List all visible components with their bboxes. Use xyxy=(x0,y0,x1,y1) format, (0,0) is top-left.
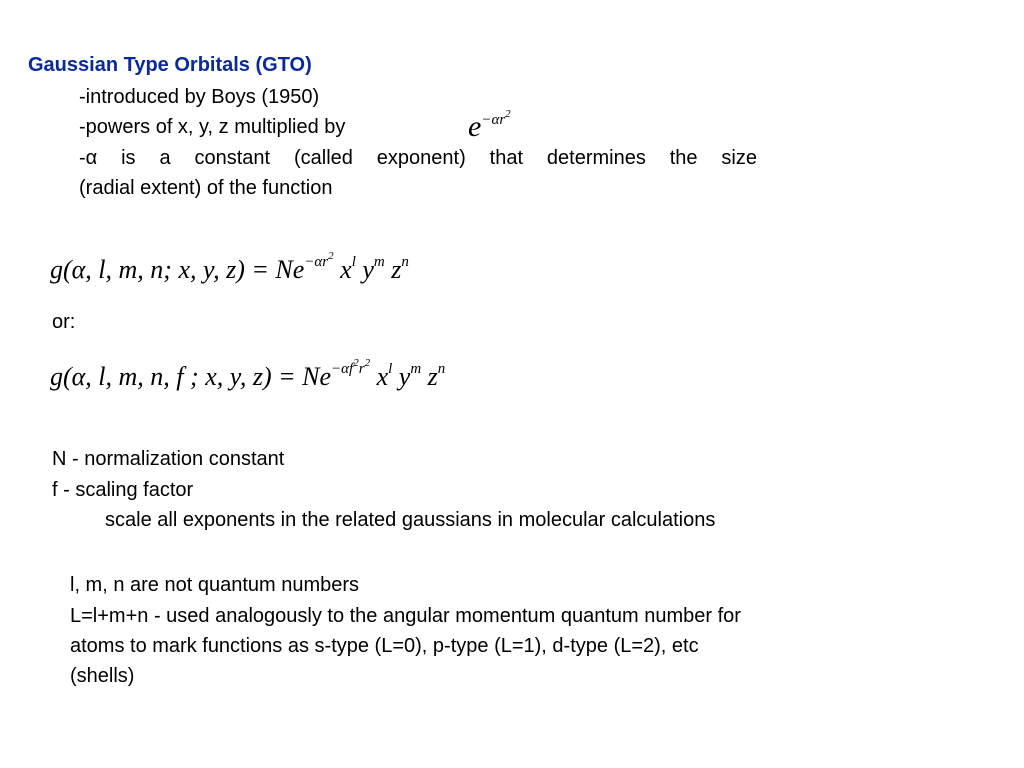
exp-power: 2 xyxy=(505,108,511,120)
formula-2-exp-b: r xyxy=(358,361,365,377)
formula-2-lhs: g(α, l, m, n, f ; x, y, z) = Ne xyxy=(50,362,332,391)
formula-2-y: y xyxy=(398,362,411,391)
formula-2-x-pow: l xyxy=(388,361,393,377)
formula-2-x: x xyxy=(376,362,389,391)
bullet-alpha: -α is a constant (called exponent) that determines the size xyxy=(79,147,757,169)
formula-1 xyxy=(50,250,409,285)
bullet-boys: -introduced by Boys (1950) xyxy=(79,86,320,108)
formula-2-y-pow: m xyxy=(410,361,422,377)
note-angular-momentum: L=l+m+n - used analogously to the angular momentum quantum number for xyxy=(70,605,741,627)
definition-scaling-factor: f - scaling factor xyxy=(52,479,194,501)
formula-1-x: x xyxy=(340,255,352,284)
formula-2-z-pow: n xyxy=(437,361,446,377)
formula-1-lhs: g(α, l, m, n; x, y, z) = Ne xyxy=(50,255,305,284)
formula-1-z: z xyxy=(391,255,402,284)
formula-1-y: y xyxy=(362,255,374,284)
bullet-radial-extent: (radial extent) of the function xyxy=(79,177,333,199)
formula-1-z-pow: n xyxy=(401,254,409,270)
note-atom-types: atoms to mark functions as s-type (L=0), p-type (L=1), d-type (L=2), etc xyxy=(70,635,699,657)
formula-1-y-pow: m xyxy=(373,254,385,270)
formula-2-exp-b-pow: 2 xyxy=(364,357,371,369)
note-not-quantum: l, m, n are not quantum numbers xyxy=(70,574,360,596)
definition-normalization: N - normalization constant xyxy=(52,448,285,470)
note-shells: (shells) xyxy=(70,665,135,687)
formula-1-exp-pow: 2 xyxy=(328,250,334,262)
exp-term xyxy=(468,108,511,143)
formula-2 xyxy=(50,357,446,392)
formula-2-exp-a: −αf xyxy=(331,361,354,377)
formula-2-z: z xyxy=(427,362,438,391)
slide-title: Gaussian Type Orbitals (GTO) xyxy=(28,54,312,76)
or-label: or: xyxy=(52,311,76,333)
definition-scale-exponents: scale all exponents in the related gaussians in molecular calculations xyxy=(105,509,716,531)
formula-2-exp-a-pow: 2 xyxy=(353,357,359,369)
formula-1-exp: −αr xyxy=(304,254,329,270)
exp-base: e xyxy=(468,110,482,143)
bullet-powers: -powers of x, y, z multiplied by xyxy=(79,116,346,138)
formula-1-x-pow: l xyxy=(351,254,356,270)
exp-exponent: −αr xyxy=(481,112,506,128)
